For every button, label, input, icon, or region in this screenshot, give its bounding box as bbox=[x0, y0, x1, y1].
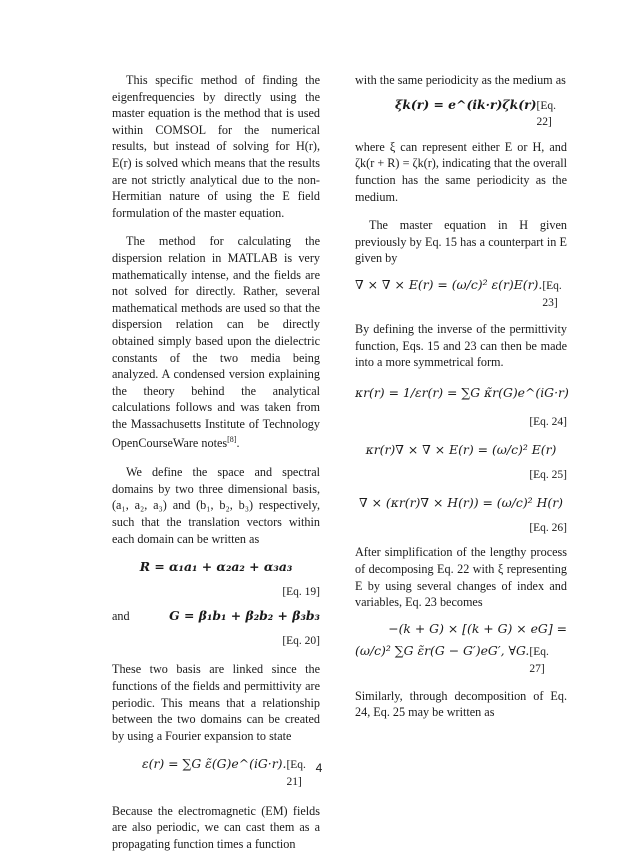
equation-24-tag: [Eq. 24] bbox=[529, 415, 567, 428]
equation-23: ∇ × ∇ × E(r) = (ω/c)² ε(r)E(r). bbox=[355, 276, 543, 292]
right-paragraph-5: After simplification of the lengthy process of decomposing Eq. 22 with ξ representing E by using several changes of index and variables, Eq. 23 becomes bbox=[355, 545, 567, 610]
left-paragraph-2 bbox=[112, 233, 320, 452]
left-paragraph-1: This specific method of finding the eigenfrequencies by directly using the master equation is the method that is used within COMSOL for the numerical results, but instead of solving for H(r), E(r) is solved which means that the results are not strictly analytical due to the non-Hermitian nature of using the E field formulation of the master equation. bbox=[112, 73, 320, 220]
left-paragraph-3: We define the space and spectral domains by two three dimensional basis, (a₁, a₂, a₃) and (b₁, b₂, b₃) respectively, such that the translation vectors within each domain can be written as bbox=[112, 465, 320, 546]
equation-27-tag: [Eq. 27] bbox=[529, 646, 549, 676]
left-paragraph-5: Because the electromagnetic (EM) fields are also periodic, we can cast them as a propagating function times a function bbox=[112, 803, 320, 851]
right-paragraph-6: Similarly, through decomposition of Eq. 24, Eq. 25 may be written as bbox=[355, 688, 567, 720]
equation-23-row bbox=[355, 277, 567, 311]
reference-8: [8] bbox=[227, 435, 237, 445]
equation-24: κr(r) = 1/εr(r) = ∑G κ̃r(G)e^(iG·r) bbox=[355, 384, 569, 400]
equation-20-row bbox=[112, 608, 320, 625]
equation-25: κr(r)∇ × ∇ × E(r) = (ω/c)² E(r) bbox=[365, 442, 557, 458]
left-paragraph-2-end: . bbox=[236, 436, 240, 451]
equation-19: R = α₁a₁ + α₂a₂ + α₃a₃ bbox=[139, 559, 293, 575]
left-column bbox=[112, 72, 320, 852]
right-paragraph-3: The master equation in H given previously by Eq. 15 has a counterpart in E given by bbox=[355, 218, 567, 266]
equation-27-line-1: −(k + G) × [(k + G) × eG] = bbox=[388, 620, 567, 636]
equation-27-row bbox=[355, 643, 567, 677]
equation-20-tag: [Eq. 20] bbox=[282, 634, 320, 647]
equation-26-tag: [Eq. 26] bbox=[529, 521, 567, 534]
equation-21: ε(r) = ∑G ε̃(G)e^(iG·r). bbox=[142, 756, 287, 772]
equation-20: G = β₁b₁ + β₂b₂ + β₃b₃ bbox=[169, 608, 320, 624]
equation-22: ξk(r) = e^(ik·r)ζk(r) bbox=[395, 96, 537, 112]
left-paragraph-2-text: The method for calculating the dispersion relation in MATLAB is very mathematically intense, and the fields are not solved for directly. Rather, several mathematical methods are used so that the dispersion relation can be directly obtained simply based upon the dielectric constants of the two media being analyzed. A condensed version explaining the theory behind the analytical calculations follows and was taken from the Massachusetts Institute of Technology OpenCourseWare notes bbox=[112, 234, 320, 451]
right-paragraph-1: with the same periodicity as the medium as bbox=[355, 73, 566, 87]
page-number: 4 bbox=[315, 761, 323, 775]
equation-22-tag: [Eq. 22] bbox=[536, 99, 556, 129]
equation-27-line-2: (ω/c)² ∑G ε̃r(G − G′)eG′, ∀G. bbox=[355, 643, 530, 659]
equation-23-tag: [Eq. 23] bbox=[542, 279, 562, 309]
and-word: and bbox=[112, 609, 130, 624]
left-paragraph-4: These two basis are linked since the functions of the fields and permittivity are periodic. This means that a relationship between the two domains can be created by using a Fourier expansion to state bbox=[112, 662, 320, 743]
equation-19-tag: [Eq. 19] bbox=[282, 585, 320, 598]
equation-22-row bbox=[355, 97, 567, 131]
equation-21-tag: [Eq. 21] bbox=[286, 759, 306, 789]
equation-26: ∇ × (κr(r)∇ × H(r)) = (ω/c)² H(r) bbox=[359, 495, 563, 511]
right-paragraph-2: where ξ can represent either E or H, and ζk(r + R) = ζk(r), indicating that the overall function has the same periodicity as the medium. bbox=[355, 139, 567, 204]
right-column bbox=[355, 72, 567, 721]
equation-25-tag: [Eq. 25] bbox=[529, 468, 567, 481]
right-paragraph-4: By defining the inverse of the permittivity function, Eqs. 15 and 23 can then be made into a more symmetrical form. bbox=[355, 322, 567, 370]
